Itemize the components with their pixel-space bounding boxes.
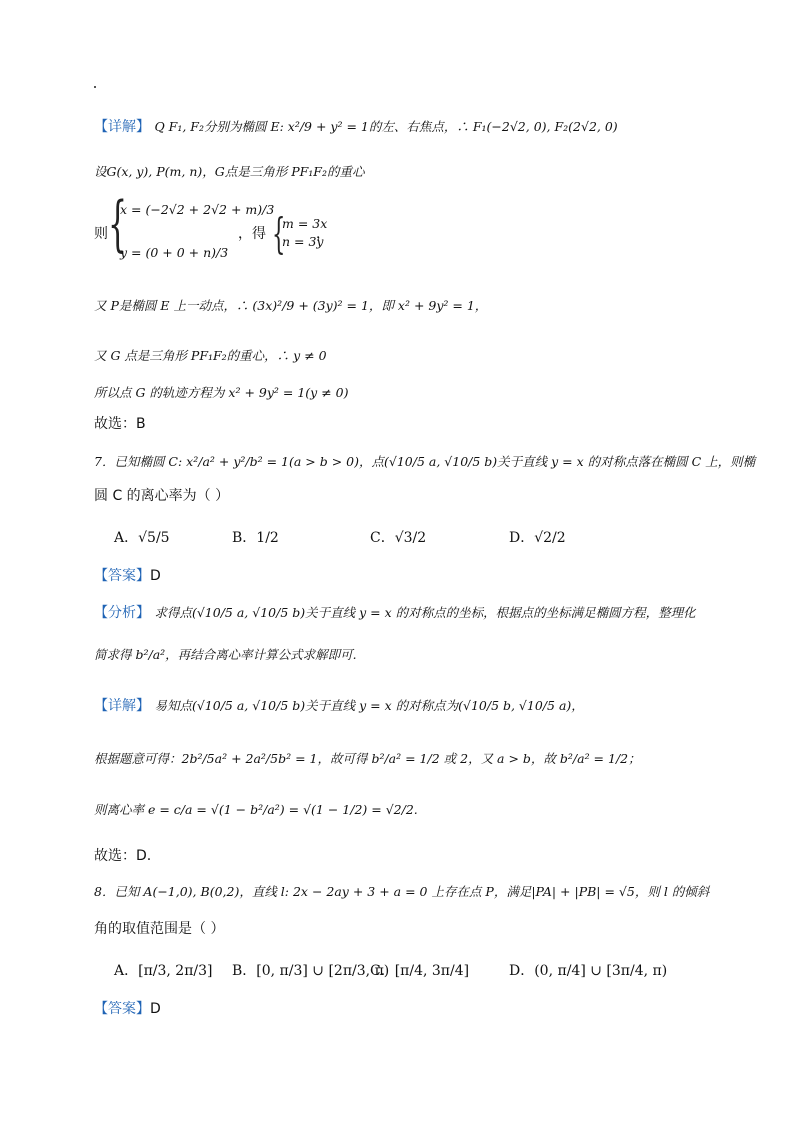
- q6-system-x: x = (−2√2 + 2√2 + m)/3: [120, 202, 275, 217]
- answer-tag: 【答案】: [94, 1001, 150, 1017]
- q7-detail-line3: 则离心率 e = c/a = √(1 − b²/a²) = √(1 − 1/2) = √2/2.: [94, 802, 418, 817]
- q7-option-c[interactable]: C．√3/2: [370, 530, 427, 546]
- q6-right-brace: {: [272, 209, 286, 258]
- q6-again2-line: 又 G 点是三角形 PF₁F₂的重心，∴ y ≠ 0: [94, 348, 327, 363]
- answer-value: D: [150, 1001, 161, 1017]
- q7-option-b[interactable]: B．1/2: [232, 530, 279, 546]
- q6-then-label: 则: [94, 226, 108, 242]
- q6-system-y: y = (0 + 0 + n)/3: [120, 245, 229, 260]
- q8-stem-line2: 角的取值范围是（ ）: [94, 921, 225, 937]
- q7-analysis-line1: 【分析】 求得点(√10/5 a, √10/5 b)关于直线 y = x 的对称点的坐标，根据点的坐标满足椭圆方程，整理化: [94, 605, 696, 621]
- q6-set-line: [94, 162, 365, 182]
- q7-detail-line2: 根据题意可得：2b²/5a² + 2a²/5b² = 1，故可得 b²/a² = 1/2 或 2，又 a > b，故 b²/a² = 1/2；: [94, 751, 641, 766]
- q8-option-b[interactable]: B．[0, π/3] ∪ [2π/3, π): [232, 963, 390, 979]
- detail-tag: 【详解】: [94, 698, 150, 714]
- q8-option-d[interactable]: D．(0, π/4] ∪ [3π/4, π): [509, 963, 668, 979]
- q6-again-line: 又 P是椭圆 E 上一动点，∴ (3x)²/9 + (3y)² = 1，即 x² + 9y² = 1，: [94, 298, 488, 313]
- q7-stem-line2: 圆 C 的离心率为（ ）: [94, 488, 230, 504]
- q7-answer-line: [94, 566, 161, 586]
- q8-answer-line: [94, 999, 161, 1019]
- analysis-tag: 【分析】: [94, 605, 150, 621]
- q7-stem-line1: 7．已知椭圆 C: x²/a² + y²/b² = 1(a > b > 0)，点(√10/5 a, √10/5 b)关于直线 y = x 的对称点落在椭圆 C 上，则椭: [94, 454, 756, 469]
- page-dot: [94, 86, 96, 88]
- q7-detail-line1: 【详解】 易知点(√10/5 a, √10/5 b)关于直线 y = x 的对称点为(√10/5 b, √10/5 a)，: [94, 698, 584, 714]
- q8-stem-line1: 8．已知 A(−1,0), B(0,2)，直线 l: 2x − 2ay + 3 + a = 0 上存在点 P，满足|PA| + |PB| = √5，则 l 的倾斜: [94, 884, 710, 899]
- set-text: 设G(x, y), P(m, n)，G点是三角形 PF₁F₂的重心: [94, 164, 365, 179]
- q6-get-label: ，得: [238, 226, 266, 242]
- answer-tag: 【答案】: [94, 568, 150, 584]
- q7-analysis-line2: 简求得 b²/a²，再结合离心率计算公式求解即可.: [94, 647, 357, 662]
- q6-detail-line: [94, 117, 618, 137]
- q6-left-brace: {: [108, 189, 128, 259]
- answer-value: D: [150, 568, 161, 584]
- q6-result-n: n = 3y: [282, 234, 324, 249]
- q8-option-c[interactable]: C．[π/4, 3π/4]: [370, 963, 470, 979]
- q7-option-a[interactable]: A．√5/5: [114, 530, 170, 546]
- q6-so-line: 所以点 G 的轨迹方程为 x² + 9y² = 1(y ≠ 0): [94, 385, 349, 400]
- q7-choice-line: 故选：D.: [94, 848, 152, 864]
- q6-result-m: m = 3x: [282, 216, 328, 231]
- q7-option-d[interactable]: D．√2/2: [509, 530, 566, 546]
- q6-choice-line: 故选：B: [94, 416, 146, 432]
- detail-text: Q F₁, F₂分别为椭圆 E: x²/9 + y² = 1的左、右焦点，∴ F₁(−2√2, 0), F₂(2√2, 0): [154, 119, 618, 134]
- q8-option-a[interactable]: A．[π/3, 2π/3]: [114, 963, 213, 979]
- q6-result-end: ，: [316, 226, 330, 242]
- detail-tag: 【详解】: [94, 119, 150, 135]
